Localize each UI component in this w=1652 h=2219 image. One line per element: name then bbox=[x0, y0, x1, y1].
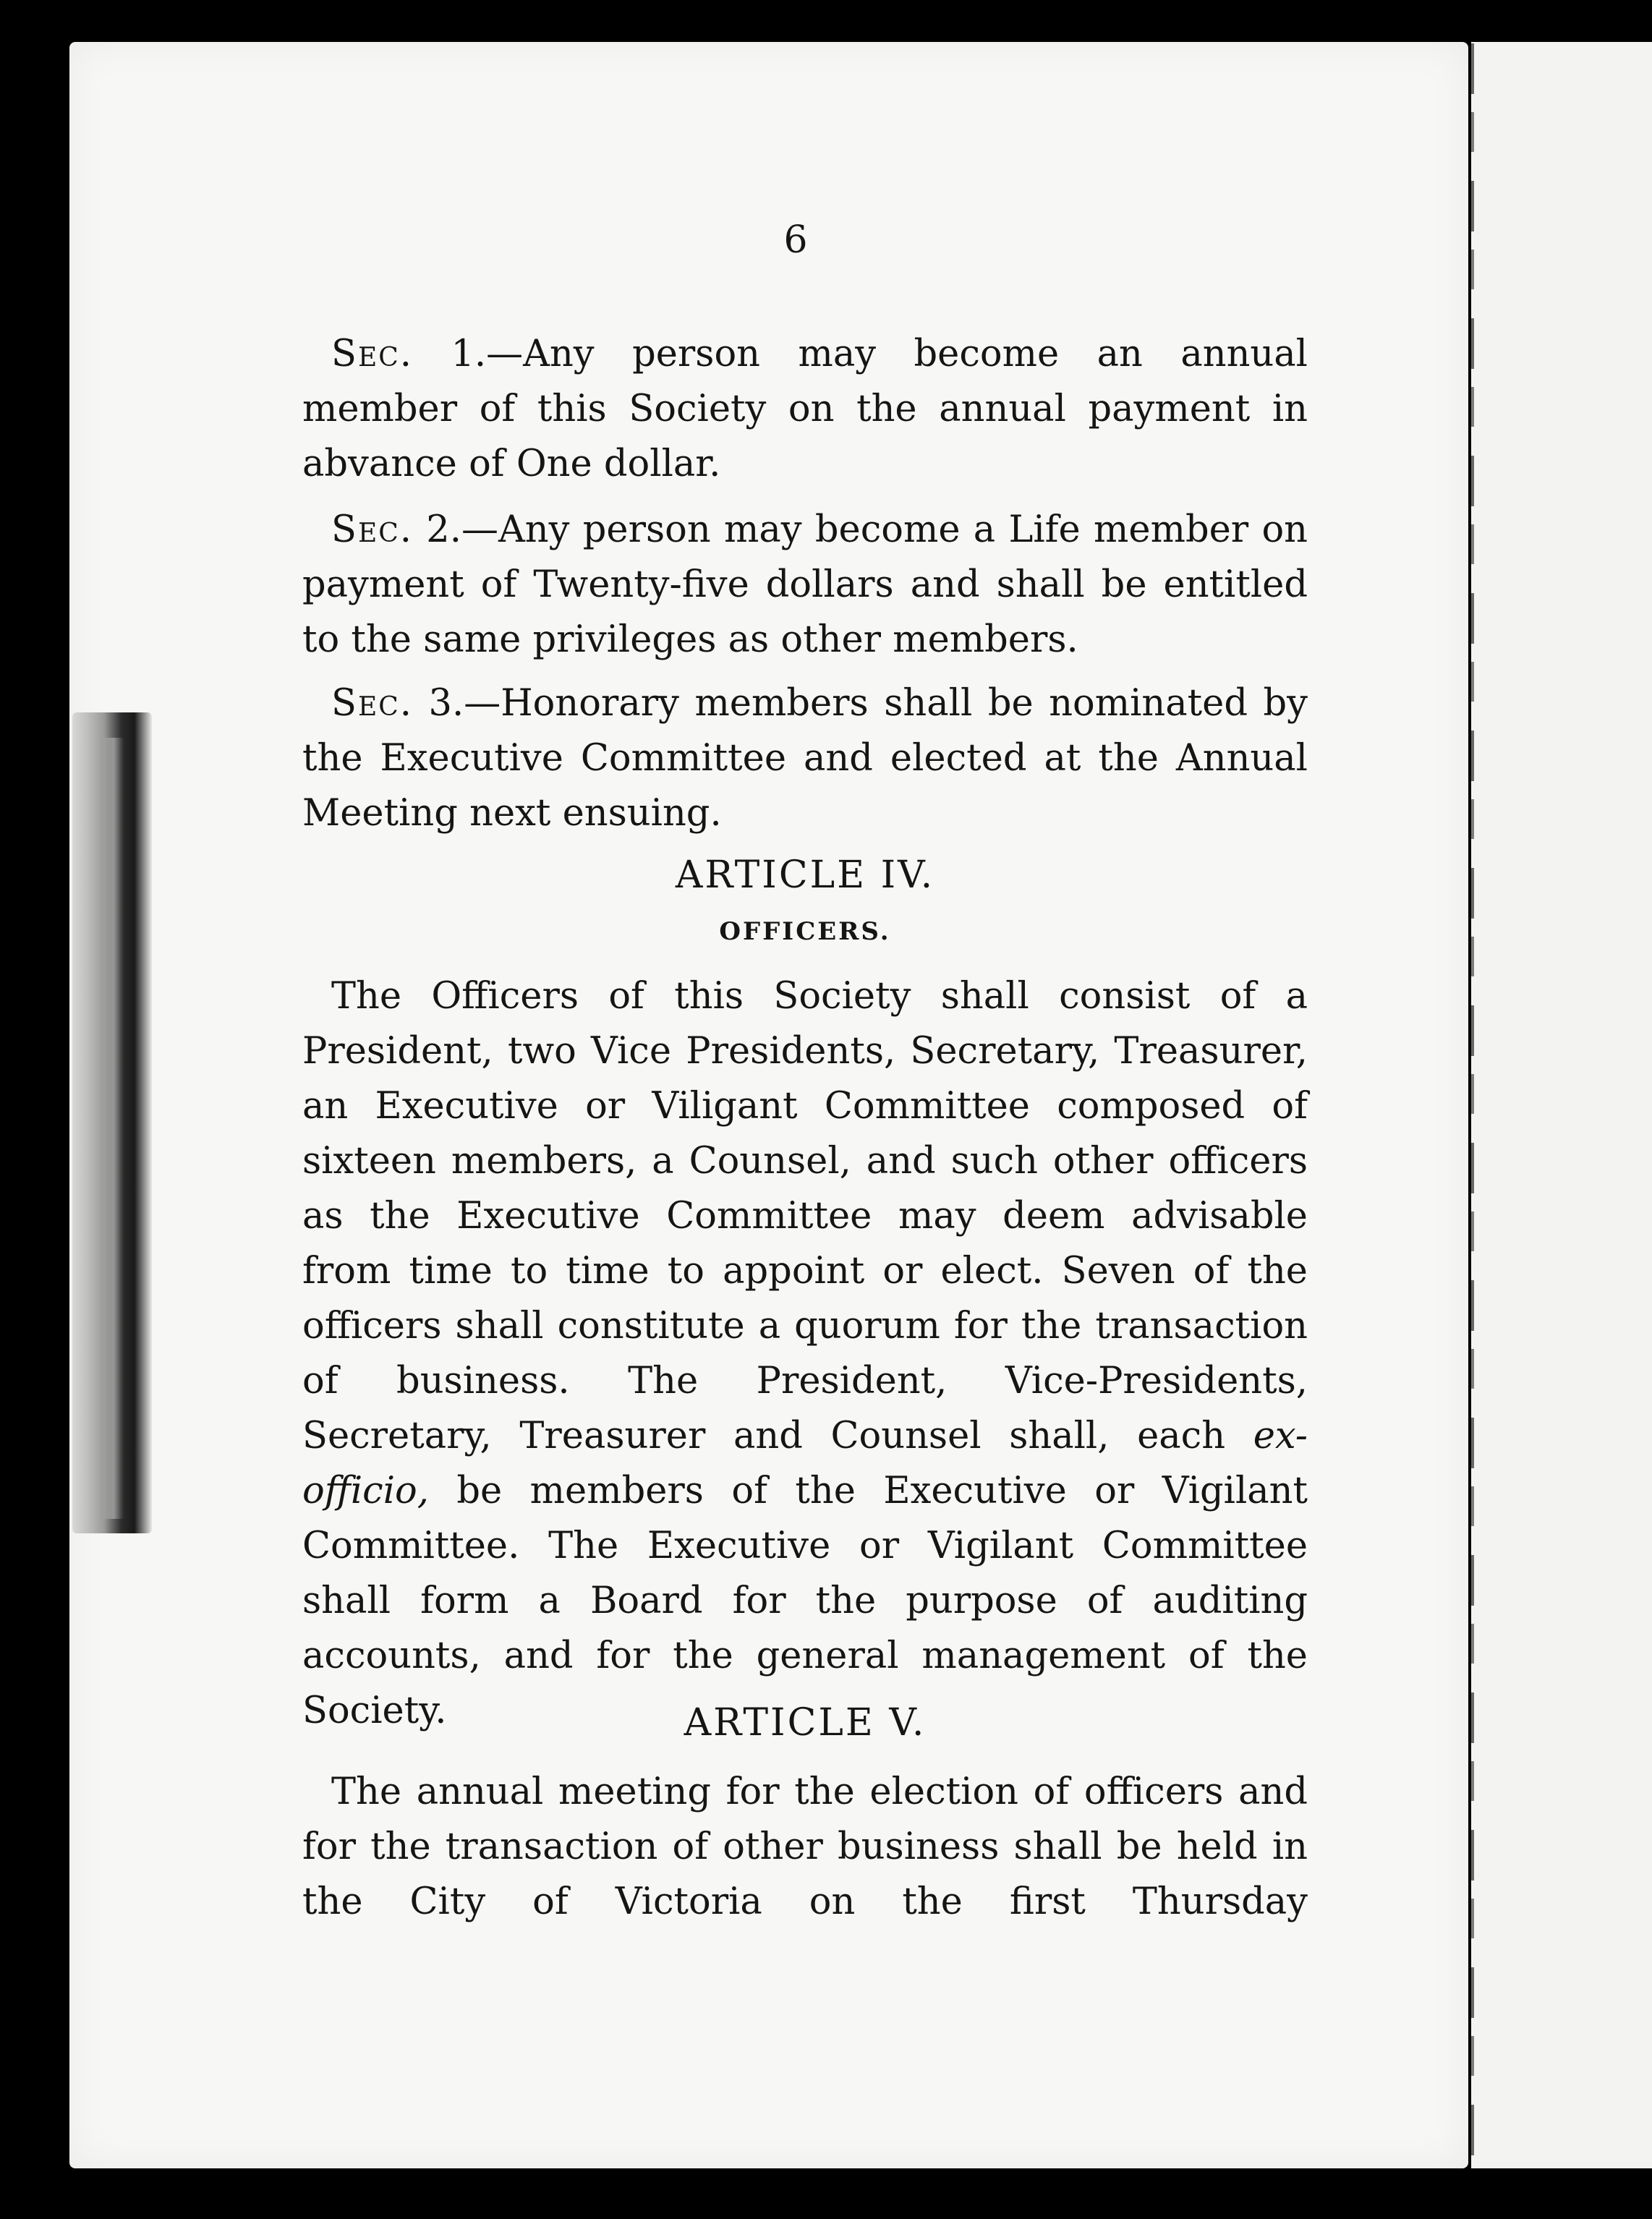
officers-heading: OFFICERS. bbox=[719, 917, 891, 946]
section-3-label: Sec. bbox=[331, 682, 413, 725]
section-2-label: Sec. bbox=[331, 508, 413, 551]
article-v-text: The annual meeting for the election of officers and for the transaction of other business shall be held in the City of Victoria on the first Thursday bbox=[302, 1771, 1308, 1923]
section-1-number: 1. bbox=[451, 333, 487, 375]
next-page-edge bbox=[1471, 42, 1652, 2168]
article-iv-body bbox=[302, 969, 1308, 1739]
page-number: 6 bbox=[783, 218, 808, 262]
page-fold-line bbox=[1471, 43, 1474, 2155]
section-2-number: 2. bbox=[426, 508, 461, 551]
article-iv-text-before: The Officers of this Society shall consist of a President, two Vice Presidents, Secretary, Treasurer, an Executive or Viligant Committee composed of sixteen members, a Counsel, and such other officers as the Executive Committee may deem advisable from time to time to appoint or elect. Seven of the officers shall constitute a quorum for the transaction of business. The President, Vice-Presidents, Secretary, Treasurer and Counsel shall, each bbox=[302, 975, 1308, 1457]
section-1-label: Sec. bbox=[331, 333, 413, 375]
section-3-number: 3. bbox=[428, 682, 464, 725]
section-1 bbox=[302, 327, 1308, 492]
section-1-text: —Any person may become an annual member of this Society on the annual payment in abvance of One dollar. bbox=[302, 333, 1308, 485]
article-v-heading: ARTICLE V. bbox=[684, 1701, 927, 1745]
ex-officio-italic: ex-officio, bbox=[302, 1415, 1308, 1512]
section-2-text: —Any person may become a Life member on payment of Twenty-five dollars and shall be entitled to the same privileges as other members. bbox=[302, 508, 1308, 661]
binding-highlight bbox=[103, 738, 124, 1519]
article-iv-text-after: be members of the Executive or Vigilant Committee. The Executive or Vigilant Committee shall form a Board for the purpose of auditing accounts, and for the general management of the Society. bbox=[302, 1470, 1308, 1732]
section-3 bbox=[302, 676, 1308, 841]
article-iv-heading: ARTICLE IV. bbox=[675, 853, 935, 897]
section-3-text: —Honorary members shall be nominated by the Executive Committee and elected at the Annual Meeting next ensuing. bbox=[302, 682, 1308, 835]
article-v-body bbox=[302, 1765, 1308, 1930]
section-2 bbox=[302, 503, 1308, 668]
